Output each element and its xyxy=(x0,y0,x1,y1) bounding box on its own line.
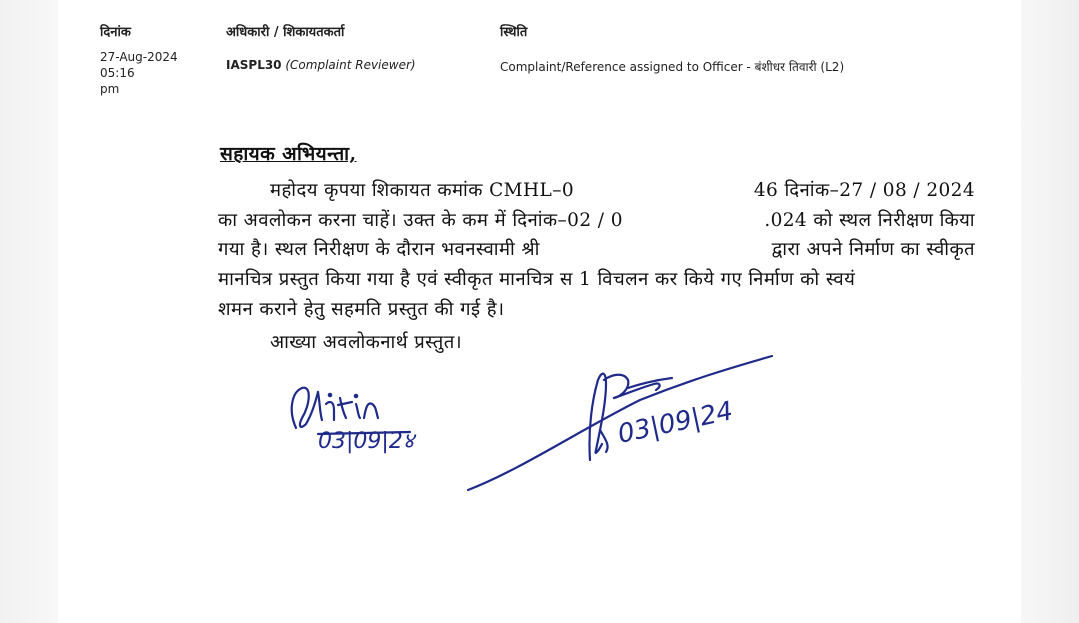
date-column-header: दिनांक xyxy=(100,25,131,40)
left-signature xyxy=(292,388,417,454)
note-line-1-start: महोदय कृपया शिकायत कमांक CMHL–0 xyxy=(270,180,575,201)
note-line-1-end: 46 दिनांक–27 / 08 / 2024 xyxy=(753,180,975,201)
note-line-3-start: गया है। स्थल निरीक्षण के दौरान भवनस्वामी श्री xyxy=(218,239,540,260)
officer-column-header: अधिकारी / शिकायतकर्ता xyxy=(226,25,345,40)
date-value-line1: 27-Aug-2024 05:16 xyxy=(100,50,178,80)
note-salutation: सहायक अभियन्ता, xyxy=(220,143,357,165)
officer-code: IASPL30 xyxy=(226,58,282,72)
left-signature-date: 03|09|2४ xyxy=(318,429,415,454)
note-line-3-end: द्वारा अपने निर्माण का स्वीकृत xyxy=(771,239,975,260)
status-value: Complaint/Reference assigned to Officer - बंशीधर तिवारी (L2) xyxy=(500,60,845,74)
status-column-header: स्थिति xyxy=(500,25,528,40)
officer-role: (Complaint Reviewer) xyxy=(285,58,416,72)
right-signature-date: 03|09|24 xyxy=(615,396,736,450)
date-value-line2: pm xyxy=(100,82,120,96)
note-line-5: शमन कराने हेतु सहमति प्रस्तुत की गई है। xyxy=(218,299,505,320)
note-line-4: मानचित्र प्रस्तुत किया गया है एवं स्वीकृत मानचित्र स 1 विचलन कर किये गए निर्माण को स्वयं xyxy=(218,269,856,290)
right-signature xyxy=(468,356,772,490)
note-line-6: आख्या अवलोकनार्थ प्रस्तुत। xyxy=(270,332,463,353)
note-line-2-start: का अवलोकन करना चाहें। उक्त के कम में दिनांक–02 / 0 xyxy=(218,210,623,231)
note-line-2-end: .024 को स्थल निरीक्षण किया xyxy=(764,210,975,231)
